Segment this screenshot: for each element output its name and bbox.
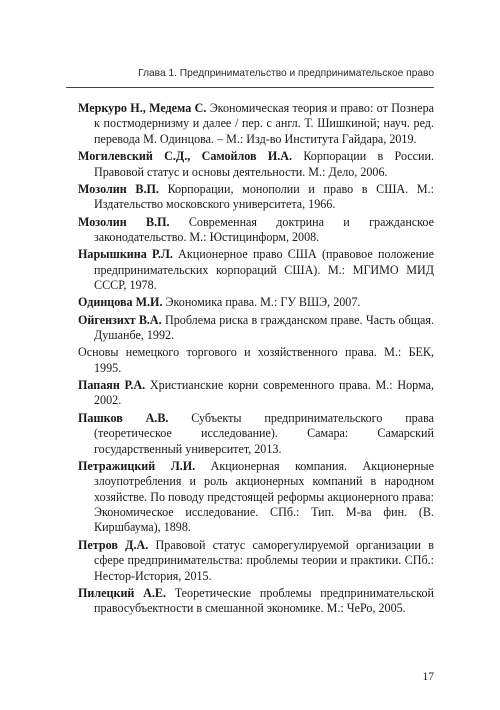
reference-item xyxy=(78,345,434,376)
reference-item xyxy=(78,149,434,180)
reference-author: Меркуро Н., Медема С. xyxy=(78,101,207,115)
reference-text: Христианские корни современного права. М.: Норма, 2002. xyxy=(94,378,434,408)
reference-author: Нарышкина Р.Л. xyxy=(78,247,173,262)
reference-text: Корпорации, монополии и право в США. М.: Издательство московского университета, 1966. xyxy=(94,181,435,212)
reference-item xyxy=(78,247,434,293)
reference-text: Экономика права. М.: ГУ ВШЭ, 2007. xyxy=(162,295,361,310)
reference-text: Экономическая теория и право: от Познера к постмодернизму и далее / пер. с англ. Т. Шишкиной; науч. ред. перевода М. Одинцова. – М.: Изд-во Института Гайдара, 2019. xyxy=(94,101,435,146)
reference-author: Одинцова М.И. xyxy=(78,295,163,310)
reference-item xyxy=(78,295,434,310)
reference-author: Ойгензихт В.А. xyxy=(78,312,162,327)
reference-author: Петров Д.А. xyxy=(78,537,149,552)
reference-list xyxy=(78,101,434,619)
reference-text: Акционерное право США (правовое положение предпринимательских корпораций США). М.: МГИМО МИД СССР, 1978. xyxy=(94,247,434,293)
reference-author: Петражицкий Л.И. xyxy=(78,458,196,473)
page-number: 17 xyxy=(422,671,434,683)
reference-author: Мозолин В.П. xyxy=(78,181,159,196)
reference-item xyxy=(78,411,434,457)
reference-item xyxy=(78,459,434,536)
reference-item xyxy=(78,538,434,584)
reference-text: Современная доктрина и гражданское законодательство. М.: Юстицинформ, 2008. xyxy=(94,214,434,244)
running-header: Глава 1. Предпринимательство и предпринимательское право xyxy=(138,68,434,79)
reference-author: Пилецкий А.Е. xyxy=(78,585,166,600)
reference-text: Правовой статус саморегулируемой организации в сфере предпринимательства: проблемы теории и практики. СПб.: Нестор-История, 2015. xyxy=(94,537,434,583)
reference-author: Папаян Р.А. xyxy=(78,378,146,393)
reference-text: Корпорации в России. Правовой статус и основы деятельности. М.: Дело, 2006. xyxy=(94,149,434,179)
reference-author: Пашков А.В. xyxy=(78,410,169,425)
reference-text: Акционерная компания. Акционерные злоупотребления и роль акционерных компаний в народном хозяйстве. По поводу предстоящей реформы акционерного права: Экономическое исследование. СПб.: Тип. М-ва фин. (В. Киршбаума), 1898. xyxy=(94,458,434,535)
reference-text: Проблема риска в гражданском праве. Часть общая. Душанбе, 1992. xyxy=(94,312,434,343)
header-divider xyxy=(66,87,434,88)
reference-item xyxy=(78,586,434,617)
reference-item xyxy=(78,313,434,344)
reference-author: Могилевский С.Д., Самойлов И.А. xyxy=(78,149,293,164)
reference-item xyxy=(78,215,434,246)
reference-item xyxy=(78,182,434,213)
reference-text: Теоретические проблемы предпринимательской правосубъектности в смешанной экономике. М.: ЧеРо, 2005. xyxy=(94,585,434,616)
reference-author: Мозолин В.П. xyxy=(78,214,170,229)
reference-text: Основы немецкого торгового и хозяйственного права. М.: БЕК, 1995. xyxy=(78,345,434,375)
reference-item xyxy=(78,378,434,409)
reference-item xyxy=(78,101,434,147)
reference-text: Субъекты предпринимательского права (теоретическое исследование). Самара: Самарский государственный университет, 2013. xyxy=(94,410,435,456)
